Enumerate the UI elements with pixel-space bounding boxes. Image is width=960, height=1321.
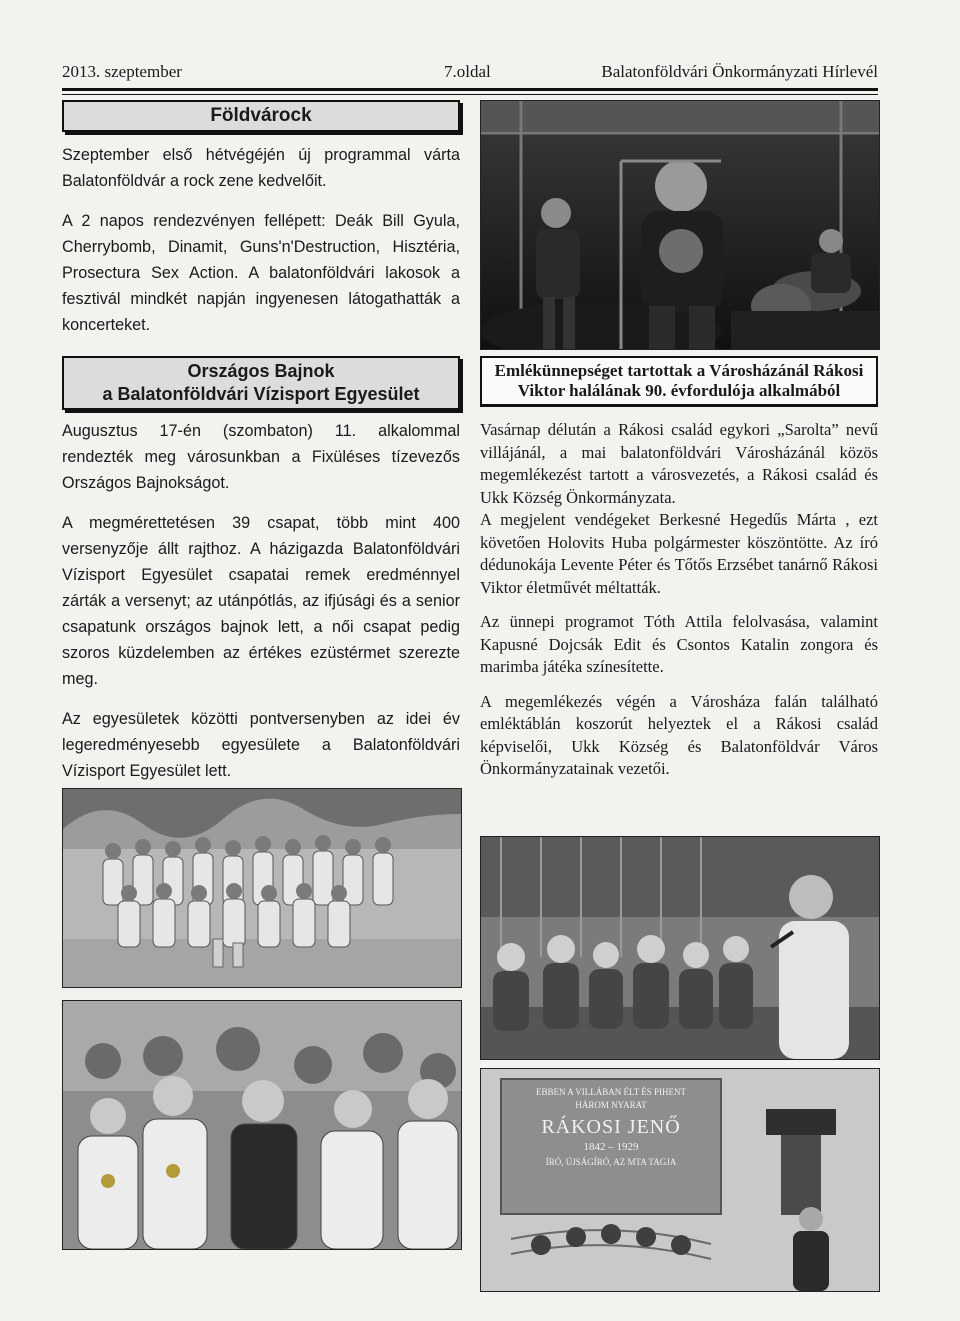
memorial-ceremony-photo-image: [481, 837, 879, 1059]
issue-date: 2013. szeptember: [62, 62, 182, 81]
page-header: [62, 62, 878, 84]
plaque-line-4: 1842 – 1929: [583, 1141, 639, 1153]
bajnok-paragraph-2: A megmérettetésen 39 csapat, több mint 400 versenyzője állt rajthoz. A házigazda Balatonföldvári Vízisport Egyesület csapatai remek eredménnyel zárták a versenyt; az utánpótlás, az ifjúsági és a senior csapatunk országos bajnok lett, a női csapat pedig szoros küzdelemben az értékes ezüstérmet szerezte meg.: [62, 514, 460, 688]
award-ceremony-photo: [62, 1000, 462, 1250]
rakosi-paragraph-2: A megjelent vendégeket Berkesné Hegedűs Márta , ezt követően Holovits Huba polgármester köszöntötte. Az író dédunokája Levente Péter és Tőtős Erzsébet tanárnő Rákosi Viktor életművét méltatták.: [480, 510, 878, 597]
plaque-line-1: EBBEN A VILLÁBAN ÉLT ÉS PIHENT: [535, 1087, 687, 1097]
memorial-ceremony-photo: [480, 836, 880, 1060]
memorial-plaque-photo: [480, 1068, 880, 1292]
rakosi-paragraph-1: Vasárnap délután a Rákosi család egykori „Sarolta” nevű villájánál, a mai balatonföldvári Városházánál közös megemlékezést tartott a városvezetés, a Rákosi család és Ukk Község Önkormányzata.: [480, 420, 878, 507]
foldvarock-title: Földvárock: [62, 100, 460, 132]
plaque-line-2: HÁROM NYARAT: [575, 1100, 647, 1110]
award-ceremony-photo-image: [63, 1001, 461, 1249]
bajnok-paragraph-1: Augusztus 17-én (szombaton) 11. alkalommal rendezték meg városunkban a Fixüléses tízevezős Országos Bajnokságot.: [62, 422, 460, 492]
rakosi-title: Emlékünnepséget tartottak a Városházánál Rákosi Viktor halálának 90. évfordulója alkalmából: [480, 356, 878, 407]
rakosi-paragraph-4: A megemlékezés végén a Városháza falán található emléktáblán koszorút helyeztek el a Rákosi család képviselői, Ukk Község és Balatonföldvár Város Önkormányzatainak vezetői.: [480, 691, 878, 778]
rowing-team-photo-image: [63, 789, 461, 987]
bajnok-title-line-2: a Balatonföldvári Vízisport Egyesület: [102, 384, 420, 404]
plaque-line-5: ÍRÓ, ÚJSÁGÍRÓ, AZ MTA TAGJA: [545, 1157, 677, 1167]
bajnok-title-line-1: Országos Bajnok: [187, 361, 335, 381]
rowing-team-photo: [62, 788, 462, 988]
bajnok-title: [62, 356, 460, 410]
foldvarock-paragraph-2: A 2 napos rendezvényen fellépett: Deák Bill Gyula, Cherrybomb, Dinamit, Guns'n'Destruction, Hisztéria, Prosectura Sex Action. A balatonföldvári lakosok a fesztivál mindkét napján ingyenesen látogathatták a koncerteket.: [62, 212, 460, 334]
header-rule-thin: [62, 94, 878, 95]
foldvarock-paragraph-1: Szeptember első hétvégéjén új programmal várta Balatonföldvár a rock zene kedvelőit.: [62, 146, 460, 190]
concert-photo-image: [481, 101, 879, 349]
page-number: 7.oldal: [444, 62, 491, 81]
plaque-text: [501, 1079, 721, 1214]
concert-photo: [480, 100, 880, 350]
publication-title: Balatonföldvári Önkormányzati Hírlevél: [601, 62, 878, 81]
header-rule-thick: [62, 88, 878, 91]
rakosi-paragraph-3: Az ünnepi programot Tóth Attila felolvasása, valamint Kapusné Dojcsák Edit és Csontos Katalin zongora és marimba játéka színesítette.: [480, 612, 878, 676]
right-column: [480, 356, 878, 781]
left-column: [62, 100, 460, 824]
bajnok-paragraph-3: Az egyesületek közötti pontversenyben az idei év legeredményesebb egyesülete a Balatonföldvári Vízisport Egyesület lett.: [62, 710, 460, 780]
plaque-line-3: RÁKOSI JENŐ: [541, 1116, 681, 1138]
